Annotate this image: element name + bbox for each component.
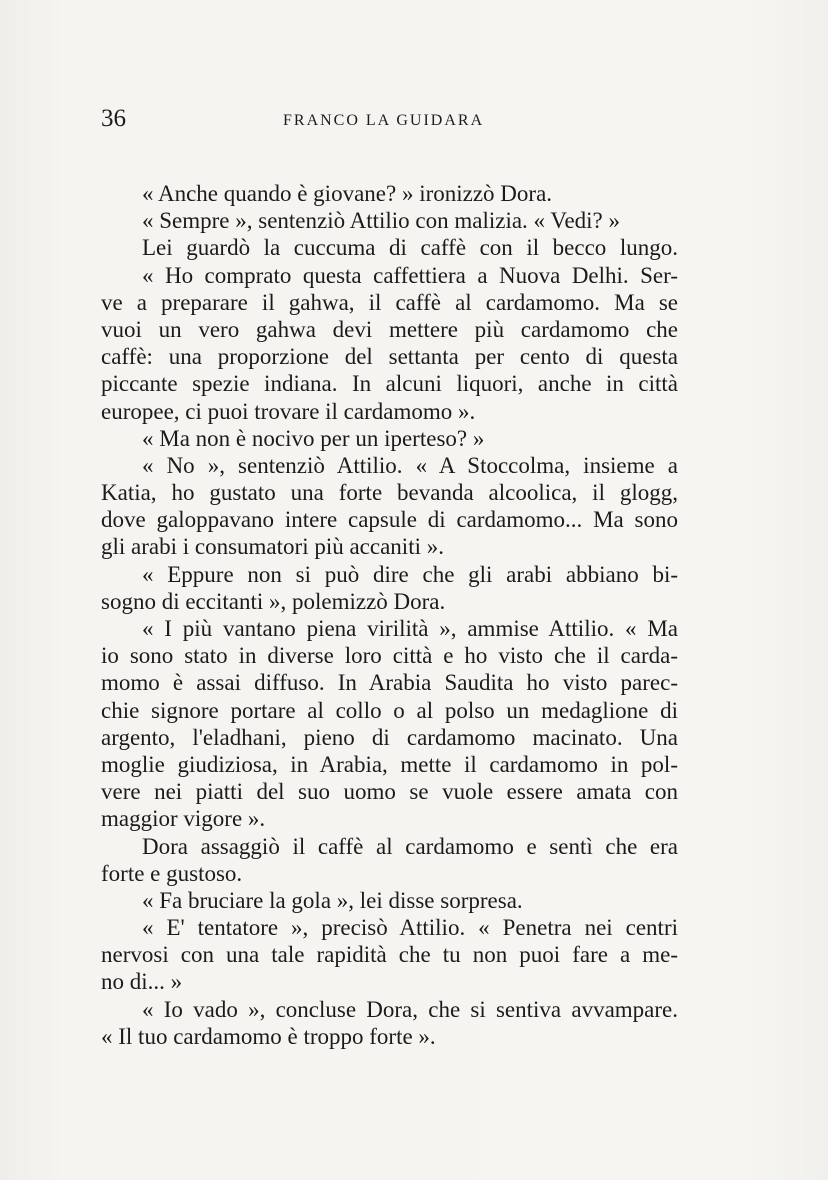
text-line: argento, l'eladhani, pieno di cardamomo macinato. Una [101, 724, 678, 750]
text-line: « E' tentatore », precisò Attilio. « Penetra nei centri [142, 915, 678, 941]
text-line: forte e gustoso. [101, 860, 243, 886]
text-line: Katia, ho gustato una forte bevanda alcoolica, il glogg, [101, 480, 678, 506]
running-head: FRANCO LA GUIDARA [283, 112, 485, 129]
page-header [101, 103, 681, 139]
text-line: vuoi un vero gahwa devi mettere più cardamomo che [101, 316, 678, 342]
text-line: caffè: una proporzione del settanta per cento di questa [101, 344, 678, 370]
text-line: « No », sentenziò Attilio. « A Stoccolma, insieme a [142, 452, 678, 478]
text-line: « Ma non è nocivo per un iperteso? » [142, 425, 485, 451]
text-line: « Io vado », concluse Dora, che si sentiva avvampare. [142, 996, 678, 1022]
body-text [101, 180, 678, 1050]
text-line: dove galoppavano intere capsule di cardamomo... Ma sono [101, 507, 678, 533]
text-line: « Il tuo cardamomo è troppo forte ». [101, 1023, 436, 1049]
text-line: « Eppure non si può dire che gli arabi abbiano bi- [142, 561, 678, 587]
text-line: « Ho comprato questa caffettiera a Nuova Delhi. Ser- [142, 262, 678, 288]
text-line: moglie giudiziosa, in Arabia, mette il cardamomo in pol- [101, 751, 678, 777]
text-line: Lei guardò la cuccuma di caffè con il becco lungo. [142, 235, 678, 261]
text-line: sogno di eccitanti », polemizzò Dora. [101, 588, 446, 614]
text-line: europee, ci puoi trovare il cardamomo ». [101, 398, 476, 424]
text-line: piccante spezie indiana. In alcuni liquori, anche in città [101, 371, 678, 397]
text-line: ve a preparare il gahwa, il caffè al cardamomo. Ma se [101, 289, 678, 315]
text-line: Dora assaggiò il caffè al cardamomo e sentì che era [142, 833, 678, 859]
text-line: no di... » [101, 969, 183, 995]
text-line: chie signore portare al collo o al polso un medaglione di [101, 697, 678, 723]
text-line: vere nei piatti del suo uomo se vuole essere amata con [101, 779, 678, 805]
text-line: io sono stato in diverse loro città e ho visto che il carda- [101, 643, 678, 669]
text-line: « Fa bruciare la gola », lei disse sorpresa. [142, 887, 523, 913]
text-line: maggior vigore ». [101, 806, 266, 832]
text-line: nervosi con una tale rapidità che tu non puoi fare a me- [101, 942, 678, 968]
text-line: « Anche quando è giovane? » ironizzò Dora. [142, 181, 553, 206]
text-line: momo è assai diffuso. In Arabia Saudita ho visto parec- [101, 670, 678, 696]
text-line: gli arabi i consumatori più accaniti ». [101, 534, 444, 560]
text-line: « I più vantano piena virilità », ammise Attilio. « Ma [142, 616, 678, 641]
text-line: « Sempre », sentenziò Attilio con malizia. « Vedi? » [142, 208, 621, 234]
page-number: 36 [101, 105, 126, 132]
